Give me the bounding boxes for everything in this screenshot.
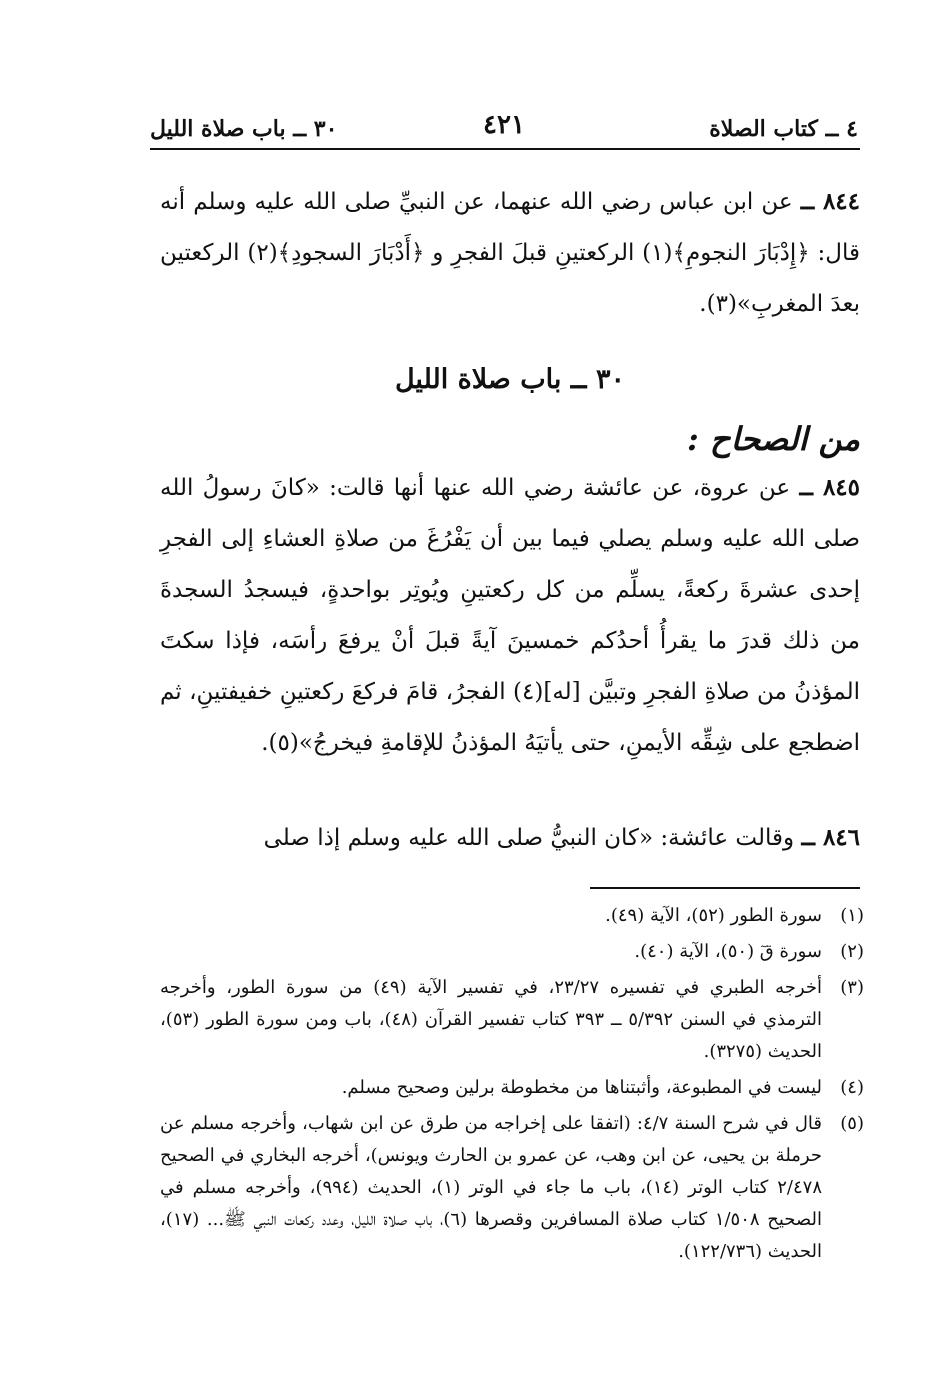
footnote-text: سورة قٓ (٥٠)، الآية (٤٠). — [634, 941, 822, 962]
footnote-mark: (٢) — [840, 941, 864, 962]
footnote-text: قال في شرح السنة ٤/٧: (اتفقا على إخراجه من طرق عن ابن شهاب، وأخرجه مسلم عن حرملة بن يحيى، عن ابن وهب، عن عمرو بن الحارث ويونس)، أخرجه البخاري في الصحيح ٢/٤٧٨ كتاب الوتر (١٤)، باب ما جاء في الوتر (١)، الحديث (٩٩٤)، وأخرجه مسلم في الصحيح ١/٥٠٨ كتاب صلاة المسافرين وقصرها (٦)، باب صلاة الليل، وعدد ركعات النبي ﷺ... (١٧)، الحديث (١٢٢/٧٣٦). — [160, 1113, 822, 1262]
hadith-text: وقالت عائشة: «كان النبيُّ صلى الله عليه وسلم إذا صلى — [263, 825, 802, 851]
footnote-text: سورة الطور (٥٢)، الآية (٤٩). — [605, 905, 822, 926]
footnote-item — [160, 1072, 864, 1104]
hadith-text: عن عروة، عن عائشة رضي الله عنها أنها قالت: «كانَ رسولُ الله صلى الله عليه وسلم يصلي فيما بين أن يَفْرُغَ من صلاةِ العشاءِ إلى الفجرِ إحدى عشرةَ ركعةً، يسلِّم من كل ركعتينِ ويُوتِر بواحدةٍ، فيسجدُ السجدةَ من ذلك قدرَ ما يقرأُ أحدُكم خمسينَ آيةً قبلَ أنْ يرفعَ رأسَه، فإذا سكتَ المؤذنُ من صلاةِ الفجرِ وتبيَّن [له](٤) الفجرُ، قامَ فركعَ ركعتينِ خفيفتينِ، ثم اضطجع على شِقِّه الأيمنِ، حتى يأتيَهُ المؤذنُ للإقامةِ فيخرجُ»(٥). — [160, 475, 860, 756]
header-chapter-title: ٣٠ ــ باب صلاة الليل — [150, 116, 338, 142]
footnote-text: ليست في المطبوعة، وأثبتناها من مخطوطة برلين وصحيح مسلم. — [341, 1077, 822, 1098]
footnote-item — [160, 1108, 864, 1268]
footnote-mark: (٥) — [840, 1113, 864, 1134]
footnote-item — [160, 936, 864, 968]
running-header — [150, 108, 858, 148]
footnote-text: أخرجه الطبري في تفسيره ٢٣/٢٧، في تفسير الآية (٤٩) من سورة الطور، وأخرجه الترمذي في السنن ٥/٣٩٢ ــ ٣٩٣ كتاب تفسير القرآن (٤٨)، باب ومن سورة الطور (٥٣)، الحديث (٣٢٧٥). — [160, 977, 822, 1062]
hadith-844 — [160, 176, 860, 330]
hadith-846 — [160, 812, 860, 864]
source-label: من الصحاح : — [686, 420, 860, 458]
hadith-number: ٨٤٦ ــ — [801, 824, 860, 851]
section-heading: ٣٠ ــ باب صلاة الليل — [394, 364, 626, 395]
footnote-item — [160, 972, 864, 1068]
hadith-845 — [160, 462, 860, 769]
hadith-number: ٨٤٥ ــ — [799, 474, 861, 501]
header-divider — [150, 148, 860, 150]
footnote-item — [160, 900, 864, 932]
footnotes — [160, 900, 864, 1272]
header-book-title: ٤ ــ كتاب الصلاة — [709, 116, 858, 142]
hadith-text: عن ابن عباس رضي الله عنهما، عن النبيِّ صلى الله عليه وسلم أنه قال: ﴿إِدْبَارَ النجومِ﴾(١) الركعتينِ قبلَ الفجرِ و ﴿أَدْبَارَ السجودِ﴾(٢) الركعتين بعدَ المغربِ»(٣). — [160, 189, 860, 317]
footnote-mark: (١) — [840, 905, 864, 926]
footnote-mark: (٣) — [840, 977, 864, 998]
hadith-number: ٨٤٤ ــ — [800, 188, 861, 215]
page-number: ٤٢١ — [483, 110, 525, 140]
footnote-divider — [590, 887, 860, 889]
footnote-mark: (٤) — [840, 1077, 864, 1098]
